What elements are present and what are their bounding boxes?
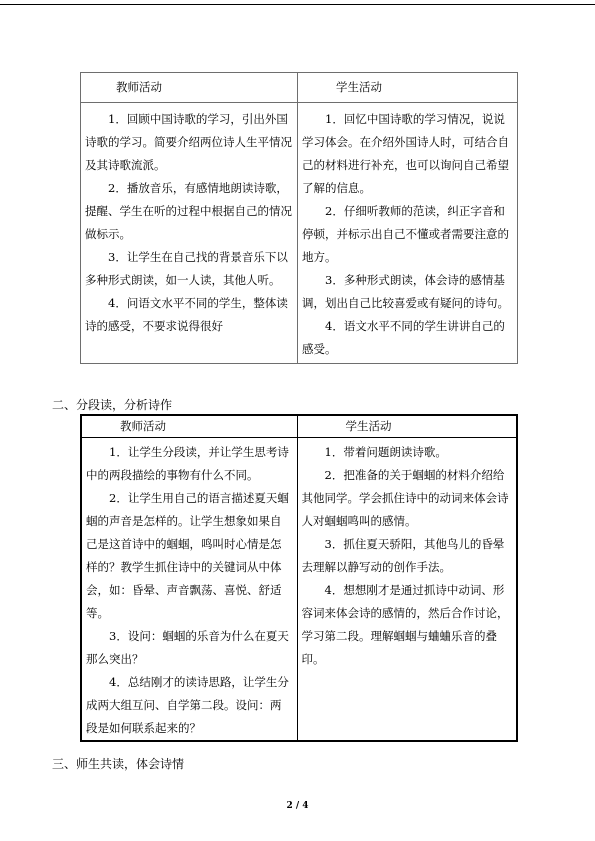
page-number: 2 / 4: [286, 801, 309, 811]
student-header: 学生活动: [345, 419, 392, 433]
teacher-header: 教师活动: [120, 419, 166, 433]
student-header-cell: [298, 73, 518, 103]
student-item: 1．带着问题朗读诗歌。: [324, 445, 447, 459]
teacher-item: 1．让学生分段读，并让学生思考诗中的两段描绘的事物有什么不同。: [86, 445, 289, 482]
student-item: 2．把准备的关于蝈蝈的材料介绍给其他同学。学会抓住诗中的动词来体会诗人对蝈蝈鸣叫的感情。: [301, 468, 509, 528]
student-item: 4．想想刚才是通过抓诗中动词、形容词来体会诗的感情的，然后合作讨论，学习第二段。理解蝈蝈与蛐蛐乐音的叠印。: [301, 583, 509, 666]
table-header-row: [81, 73, 518, 103]
teacher-item: 4．问语文水平不同的学生，整体读诗的感受，不要求说得很好: [85, 296, 288, 333]
teacher-header-cell: [81, 73, 298, 103]
activity-table-1: [80, 72, 518, 364]
teacher-item: 3．设问：蝈蝈的乐音为什么在夏天那么突出？: [86, 629, 289, 666]
student-header-cell: [297, 415, 517, 438]
teacher-header: 教师活动: [116, 80, 162, 94]
teacher-item: 3．让学生在自己找的背景音乐下以多种形式朗读，如一人读，其他人听。: [85, 250, 288, 287]
student-activities: [297, 438, 517, 742]
student-item: 3．多种形式朗读，体会诗的感情基调，划出自己比较喜爱或有疑问的诗句。: [302, 273, 509, 310]
teacher-item: 2．让学生用自己的语言描述夏天蝈蝈的声音是怎样的。让学生想象如果自己是这首诗中的蝈蝈，鸣叫时心情是怎样的？教学生抓住诗中的关键词从中体会，如：昏晕、声音飘荡、喜悦、舒适等。: [86, 491, 289, 620]
student-header: 学生活动: [336, 80, 382, 94]
teacher-activities: [81, 103, 298, 364]
table-body-row: [81, 103, 518, 364]
top-rule: [0, 4, 595, 5]
table-header-row: [81, 415, 517, 438]
teacher-header-cell: [81, 415, 297, 438]
teacher-item: 4．总结刚才的读诗思路，让学生分成两大组互问、自学第二段。设问：两段是如何联系起来的？: [86, 675, 289, 735]
teacher-activities: [81, 438, 297, 742]
student-activities: [298, 103, 518, 364]
teacher-item: 1．回顾中国诗歌的学习，引出外国诗歌的学习。简要介绍两位诗人生平情况及其诗歌流派。: [85, 112, 292, 172]
section-heading-2: 二、分段读，分析诗作: [52, 398, 173, 412]
student-item: 2．仔细听教师的范读，纠正字音和停顿，并标示出自己不懂或者需要注意的地方。: [302, 204, 509, 264]
activity-table-2: [80, 414, 518, 742]
section-heading-3: 三、师生共读，体会诗情: [52, 757, 185, 771]
student-item: 1．回忆中国诗歌的学习情况，说说学习体会。在介绍外国诗人时，可结合自己的材料进行补充，也可以询问自己希望了解的信息。: [302, 112, 509, 195]
table-body-row: [81, 438, 517, 742]
student-item: 3．抓住夏天骄阳，其他鸟儿的昏晕去理解以静写动的创作手法。: [301, 537, 505, 574]
student-item: 4．语文水平不同的学生讲讲自己的感受。: [302, 319, 505, 356]
teacher-item: 2．播放音乐，有感情地朗读诗歌，提醒、学生在听的过程中根据自己的情况做标示。: [85, 181, 292, 241]
